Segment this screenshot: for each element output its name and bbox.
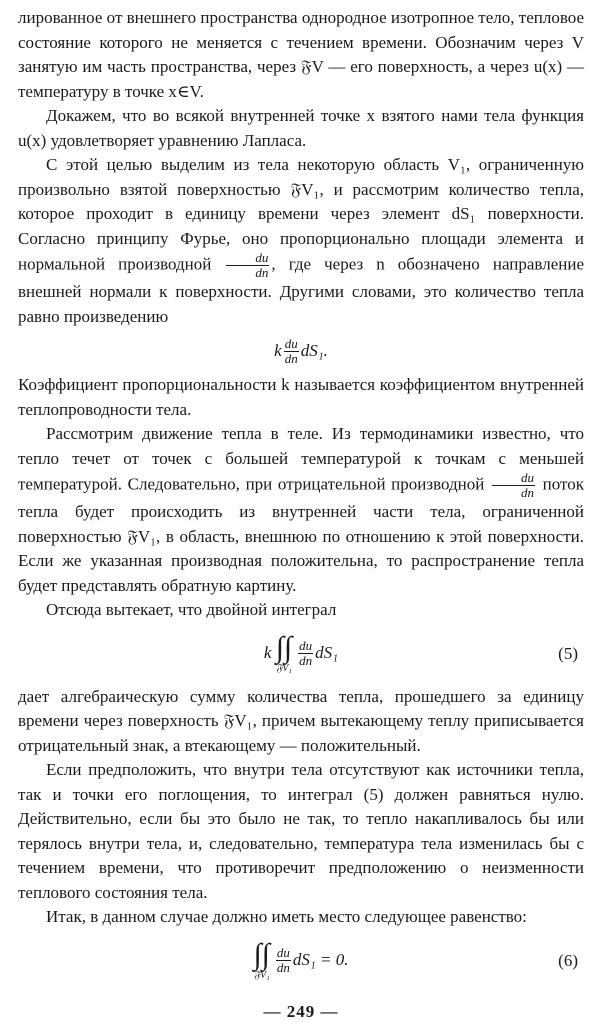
page-number: — 249 —	[18, 1000, 584, 1024]
equation-number-5: (5)	[558, 641, 578, 666]
paragraph-1: лированное от внешнего пространства однородное изотропное тело, тепловое состояние которого не меняется с течением времени. Обозначим через V занятую им часть пространства, через 𝔉V — его поверхность, а через u(x) — температуру в точке x∈V.	[18, 6, 584, 104]
double-integral-6: ∫∫ 𝔉V₁	[253, 940, 269, 981]
equation-number-6: (6)	[558, 948, 578, 973]
paragraph-7: Если предположить, что внутри тела отсутствуют как источники тепла, так и точки его поглощения, то интеграл (5) должен равняться нулю. Действительно, если бы это было не так, то тепло накапливалось бы или терялось внутри тела, и, следовательно, температура тела изменилась бы с течением времени, что противоречит предположению о неизменности теплового состояния тела.	[18, 758, 584, 905]
paragraph-2: Докажем, что во всякой внутренней точке x взятого нами тела функция u(x) удовлетворяет уравнению Лапласа.	[18, 104, 584, 153]
fraction-du-dn-4: $\frac{du}{dn}$	[298, 639, 313, 668]
formula-5: k ∫∫ 𝔉V₁ $\frac{du}{dn}$ dS₁ (5)	[18, 623, 584, 685]
paragraph-8: Итак, в данном случае должно иметь место следующее равенство:	[18, 905, 584, 930]
formula-heat-element: k $\frac{du}{dn}$ dS₁.	[18, 329, 584, 373]
double-integral: ∫∫ 𝔉V₁	[276, 633, 292, 674]
fraction-du-dn-5: $\frac{du}{dn}$	[276, 946, 291, 975]
paragraph-3-cont: где через n обозначено направление внешней нормали к поверхности. Другими словами, это количество тепла равно произведению	[18, 254, 584, 325]
fraction-du-dn-3: $\frac{du}{dn}$	[492, 471, 535, 500]
paragraph-4: Рассмотрим движение тепла в теле. Из термодинамики известно, что тепло течет от точек с большей температурой к точкам с меньшей температурой. Следовательно, при отрицательной производной $\frac{du}{dn}$ поток тепла будет происходить из внутренней части тела, ограниченной поверхностью 𝔉V₁, в область, внешнюю по отношению к этой поверхности. Если же указанная производная положительна, то распространение тепла будет представлять обратную картину.	[18, 422, 584, 598]
paragraph-5: Отсюда вытекает, что двойной интеграл	[18, 598, 584, 623]
fraction-du-dn: $\frac{du}{dn}$	[226, 251, 269, 280]
paragraph-coefficient: Коэффициент пропорциональности k называется коэффициентом внутренней теплопроводности тела.	[18, 373, 584, 422]
formula-6: ∫∫ 𝔉V₁ $\frac{du}{dn}$ dS₁ = 0. (6)	[18, 930, 584, 992]
paragraph-3-text: С этой целью выделим из тела некоторую область V₁, ограниченную произвольно взятой поверхностью 𝔉V₁, и рассмотрим количество тепла, которое проходит в единицу времени через элемент dS₁ поверхности. Согласно принципу Фурье, оно пропорционально площади элемента и нормальной производной	[18, 155, 584, 273]
paragraph-3: С этой целью выделим из тела некоторую область V₁, ограниченную произвольно взятой поверхностью 𝔉V₁, и рассмотрим количество тепла, которое проходит в единицу времени через элемент dS₁ поверхности. Согласно принципу Фурье, оно пропорционально площади элемента и нормальной производной $\frac{du}{dn}$ , где через n обозначено направление внешней нормали к поверхности. Другими словами, это количество тепла равно произведению	[18, 153, 584, 329]
fraction-du-dn-2: $\frac{du}{dn}$	[284, 337, 299, 366]
paragraph-6: дает алгебраическую сумму количества тепла, прошедшего за единицу времени через поверхность 𝔉V₁, причем вытекающему теплу приписывается отрицательный знак, а втекающему — положительный.	[18, 685, 584, 759]
